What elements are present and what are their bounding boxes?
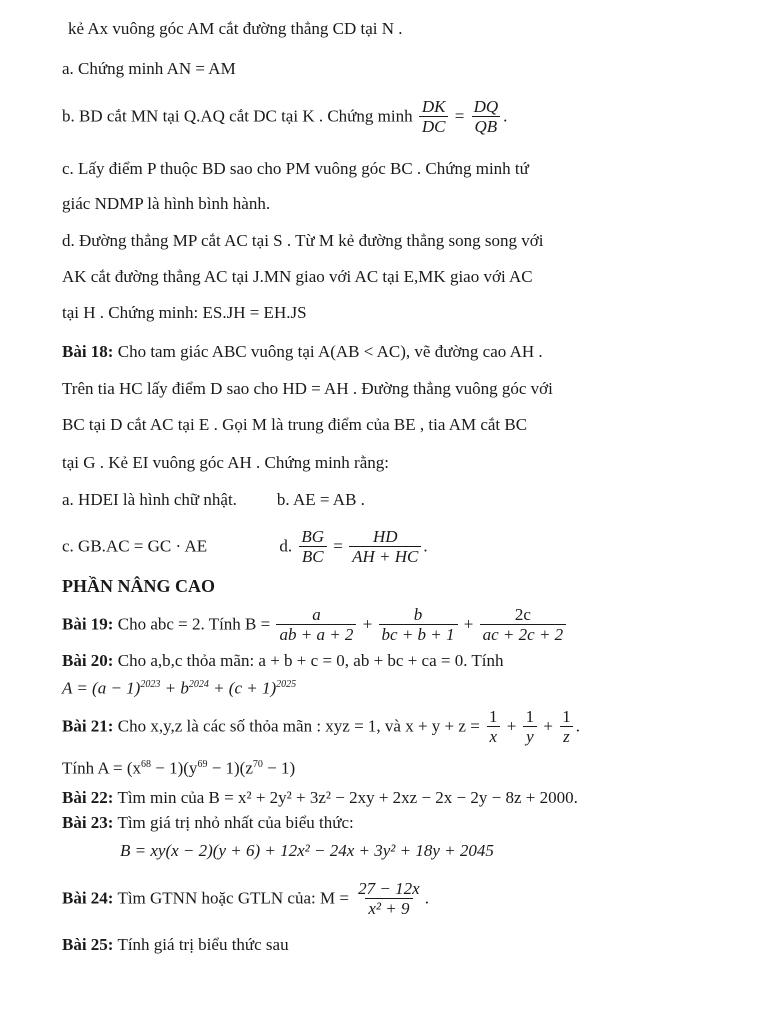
- problem-label: Bài 22:: [62, 788, 114, 807]
- numerator: DQ: [473, 97, 499, 116]
- exponent: 2023: [140, 679, 161, 690]
- bai25: [62, 934, 289, 956]
- fraction: [349, 528, 421, 567]
- text: Tìm giá trị nhỏ nhất của biểu thức:: [117, 813, 354, 832]
- denominator: ab + a + 2: [276, 624, 356, 645]
- bai21-line2: [62, 754, 295, 780]
- problem-label: Bài 23:: [62, 813, 114, 832]
- text: + (c + 1): [208, 678, 277, 698]
- part-c-line2: [62, 193, 270, 215]
- exponent: 68: [141, 759, 152, 770]
- numerator: HD: [372, 527, 398, 546]
- bai18-line4: [62, 452, 389, 474]
- fraction: [276, 606, 356, 645]
- fraction: [471, 98, 502, 137]
- text: Cho tam giác ABC vuông tại A(AB < AC), vẽ đường cao AH .: [117, 342, 543, 361]
- part-d-label: d.: [279, 536, 293, 556]
- fraction: [298, 528, 327, 567]
- exponent: 2025: [276, 679, 297, 690]
- denominator: ac + 2c + 2: [480, 624, 567, 645]
- text: Tính giá trị biểu thức sau: [117, 935, 289, 954]
- part-c: c. GB.AC = GC · AE: [62, 536, 208, 556]
- numerator: 27 − 12x: [358, 879, 420, 898]
- bai18-parts-ab: [62, 489, 365, 511]
- denominator: QB: [472, 116, 501, 137]
- fraction: [486, 708, 501, 747]
- bai23: [62, 812, 354, 834]
- text: + b: [160, 678, 189, 698]
- text: − 1)(y: [151, 758, 198, 778]
- numerator: 1: [562, 707, 571, 726]
- part-b: b. BD cắt MN tại Q.AQ cắt DC tại K . Chứng minh $\frac{DK}{DC}$ = $\frac{DQ}{QB}$ .: [62, 97, 508, 136]
- text: − 1)(z: [207, 758, 253, 778]
- problem-label: Bài 20:: [62, 651, 114, 670]
- fraction: [480, 606, 567, 645]
- denominator: x: [487, 726, 501, 747]
- text: d. Đường thẳng MP cắt AC tại S . Từ M kẻ đường thẳng song song với: [62, 231, 544, 250]
- exponent: 70: [252, 759, 263, 770]
- bai20-line1: [62, 650, 504, 672]
- part-c-line1: [62, 158, 529, 180]
- numerator: 1: [489, 707, 498, 726]
- text: a. Chứng minh AN = AM: [62, 59, 236, 78]
- bai23-expression: B = xy(x − 2)(y + 6) + 12x² − 24x + 3y² + 18y + 2045: [120, 841, 494, 860]
- part-d-line2: [62, 266, 533, 288]
- text: tại G . Kẻ EI vuông góc AH . Chứng minh rằng:: [62, 453, 389, 472]
- bai24: Bài 24: Tìm GTNN hoặc GTLN của: M = $\frac{27 - 12x}{\text{x² + 9}}$ .: [62, 879, 429, 918]
- text: tại H . Chứng minh: ES.JH = EH.JS: [62, 303, 307, 322]
- problem-label: Bài 21:: [62, 716, 114, 736]
- exponent: 69: [197, 759, 208, 770]
- part-d-line3: [62, 302, 307, 324]
- text: Tìm min của B = x² + 2y² + 3z² − 2xy + 2xz − 2x − 2y − 8z + 2000.: [117, 788, 578, 807]
- part-a: [62, 58, 236, 80]
- fraction: [559, 708, 574, 747]
- text: AK cắt đường thẳng AC tại J.MN giao với AC tại E,MK giao với AC: [62, 267, 533, 286]
- bai20-line2: [62, 674, 296, 700]
- fraction: [355, 880, 423, 919]
- section-heading: PHẦN NÂNG CAO: [62, 576, 215, 596]
- bai21-line1: Bài 21: Cho x,y,z là các số thỏa mãn : xyz = 1, và x + y + z = $\frac{1}{x}$ + $\frac{1}{y}$ + $\frac{1}{z}$ .: [62, 707, 580, 746]
- denominator: y: [523, 726, 537, 747]
- exponent: 2024: [188, 679, 209, 690]
- problem-label: Bài 19:: [62, 614, 114, 634]
- text: Tìm GTNN hoặc GTLN của: M =: [117, 888, 349, 908]
- denominator: BC: [299, 546, 327, 567]
- text: Trên tia HC lấy điểm D sao cho HD = AH . Đường thẳng vuông góc với: [62, 379, 553, 398]
- bai19: Bài 19: Cho abc = 2. Tính B = $\frac{a}{ab + a + 2}$ + $\frac{b}{bc + b + 1}$ + $\frac{2c}{ac + 2c + 2}$: [62, 606, 568, 645]
- line-intro: [68, 18, 403, 40]
- text: c. Lấy điểm P thuộc BD sao cho PM vuông góc BC . Chứng minh tứ: [62, 159, 529, 178]
- bai22: [62, 787, 578, 809]
- numerator: DK: [421, 97, 446, 116]
- bai18-line3: [62, 414, 527, 436]
- denominator: bc + b + 1: [379, 624, 458, 645]
- fraction: [523, 708, 538, 747]
- text: giác NDMP là hình bình hành.: [62, 194, 271, 213]
- text: kẻ Ax vuông góc AM cắt đường thẳng CD tại N .: [68, 19, 403, 38]
- numerator: 2c: [514, 605, 531, 624]
- denominator: x² + 9: [365, 898, 412, 919]
- problem-label: Bài 25:: [62, 935, 114, 954]
- bai18-line1: [62, 341, 543, 363]
- text: BC tại D cắt AC tại E . Gọi M là trung điểm của BE , tia AM cắt BC: [62, 415, 528, 434]
- part-a: a. HDEI là hình chữ nhật.: [62, 490, 237, 509]
- numerator: b: [413, 605, 423, 624]
- text: Cho abc = 2. Tính B =: [117, 614, 271, 634]
- denominator: z: [560, 726, 573, 747]
- text: A = (a − 1): [62, 678, 141, 698]
- problem-label: Bài 24:: [62, 888, 114, 908]
- fraction: [379, 606, 458, 645]
- text: Tính A = (x: [62, 758, 142, 778]
- fraction: [419, 98, 449, 137]
- part-d-line1: [62, 230, 544, 252]
- numerator: 1: [525, 707, 535, 726]
- part-b: b. AE = AB .: [276, 490, 365, 509]
- text: Cho x,y,z là các số thỏa mãn : xyz = 1, và x + y + z =: [117, 716, 480, 736]
- bai18-line2: [62, 378, 553, 400]
- text: Cho a,b,c thỏa mãn: a + b + c = 0, ab + bc + ca = 0. Tính: [117, 651, 504, 670]
- numerator: a: [312, 605, 321, 624]
- problem-label: Bài 18:: [62, 342, 114, 361]
- denominator: DC: [419, 116, 449, 137]
- text: b. BD cắt MN tại Q.AQ cắt DC tại K . Chứng minh: [62, 106, 413, 126]
- text: − 1): [262, 758, 296, 778]
- bai18-parts-cd: c. GB.AC = GC · AE d. $\frac{BG}{BC}$ = $\frac{HD}{AH + HC}$ .: [62, 527, 428, 566]
- numerator: BG: [301, 527, 325, 546]
- denominator: AH + HC: [349, 546, 421, 567]
